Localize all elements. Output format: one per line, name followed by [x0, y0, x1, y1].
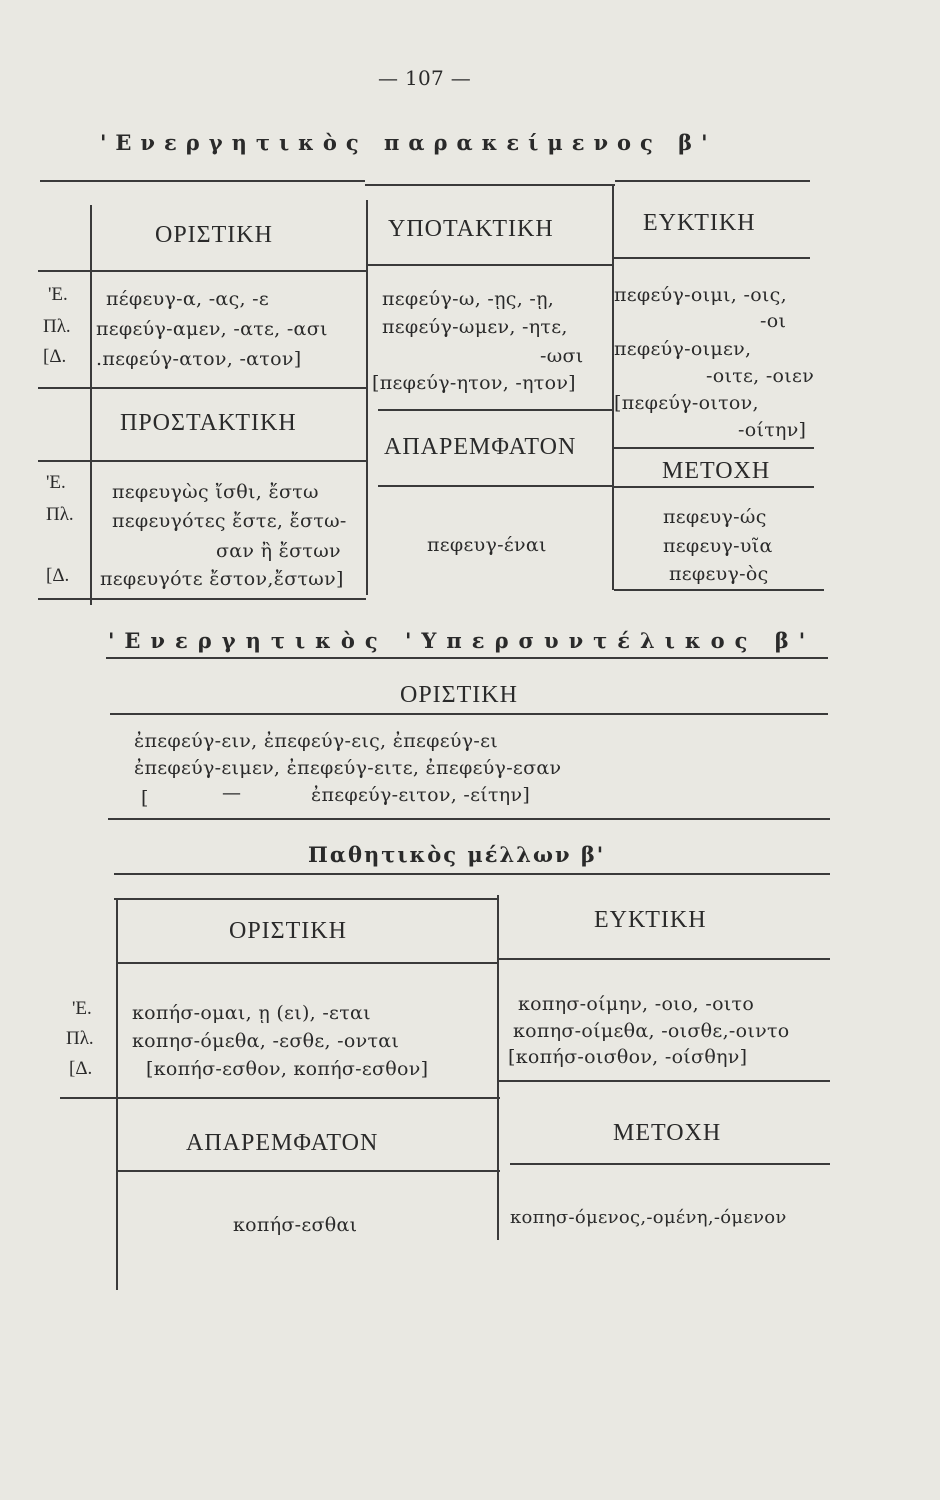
ypotaktiki-header: ΥΠΟΤΑΚΤΙΚΗ [388, 216, 554, 242]
conjugation-line: -οι [760, 310, 787, 332]
aparemfato-header: ΑΠΑΡΕΜΦΑΤΟΝ [186, 1130, 379, 1156]
header-rule [38, 460, 366, 462]
section-rule [499, 1080, 830, 1082]
participle-line: κοπησ-όμενος,-ομένη,-όμενον [510, 1207, 787, 1228]
conjugation-line: [κοπήσ-οισθον, -οίσθην] [508, 1046, 748, 1068]
infinitive-value: πεφευγ-έναι [427, 534, 547, 556]
header-rule [614, 257, 810, 259]
metoxi-header: ΜΕΤΟΧΗ [662, 458, 771, 484]
column-divider [90, 205, 92, 605]
section-title-perfect: 'Ενεργητικὸς παρακείμενος β' [100, 130, 717, 155]
conjugation-line: πεφευγὼς ἴσθι, ἔστω [112, 481, 319, 503]
euktiki-header: ΕΥΚΤΙΚΗ [643, 210, 756, 236]
header-rule [510, 1163, 830, 1165]
infinitive-value: κοπήσ-εσθαι [233, 1214, 358, 1236]
conjugation-line: πέφευγ-α, -ας, -ε [106, 288, 270, 310]
bracket-mark: [ [141, 787, 149, 809]
euktiki-header: ΕΥΚΤΙΚΗ [594, 907, 707, 933]
number-label: 'Ε. [72, 998, 92, 1019]
number-label: [Δ. [69, 1058, 93, 1079]
conjugation-line: [κοπήσ-εσθον, κοπήσ-εσθον] [146, 1058, 429, 1080]
number-label: Πλ. [46, 504, 74, 525]
section-rule [38, 598, 366, 600]
conjugation-line: -ωσι [540, 345, 584, 367]
section-rule [60, 1097, 500, 1099]
number-label: Πλ. [66, 1028, 94, 1049]
conjugation-line: πεφεύγ-αμεν, -ατε, -ασι [96, 318, 328, 340]
conjugation-line: κοπησ-όμεθα, -εσθε, -ονται [132, 1030, 400, 1052]
conjugation-line: ἐπεφεύγ-ειμεν, ἐπεφεύγ-ειτε, ἐπεφεύγ-εσαν [134, 757, 562, 779]
table-top-rule [40, 180, 365, 182]
section-rule [614, 589, 824, 591]
header-rule [118, 1170, 500, 1172]
oristiki-header: ΟΡΙΣΤΙΚΗ [400, 682, 518, 708]
title-rule [114, 873, 830, 875]
header-rule [116, 962, 498, 964]
column-divider [612, 185, 614, 590]
conjugation-line: [πεφεύγ-οιτον, [614, 392, 759, 414]
participle-line: πεφευγ-ὸς [669, 563, 769, 585]
conjugation-line: πεφεύγ-οιμι, -οις, [614, 284, 787, 306]
conjugation-line: πεφεύγ-οιμεν, [614, 338, 752, 360]
section-rule [614, 447, 814, 449]
conjugation-line: σαν ἢ ἔστων [216, 540, 341, 562]
ditto-dash: — [222, 782, 242, 804]
column-divider [366, 200, 368, 595]
header-rule [110, 713, 828, 715]
table-top-rule [365, 184, 615, 186]
conjugation-line: κοπήσ-ομαι, ῃ (ει), -εται [132, 1002, 371, 1024]
conjugation-line: πεφεύγ-ωμεν, -ητε, [382, 316, 568, 338]
conjugation-line: κοπησ-οίμην, -οιο, -οιτο [518, 993, 755, 1015]
number-label: Πλ. [43, 316, 71, 337]
header-rule [368, 264, 612, 266]
participle-line: πεφευγ-υῖα [663, 535, 773, 557]
header-rule [38, 270, 366, 272]
header-rule [499, 958, 830, 960]
conjugation-line: ἐπεφεύγ-ειν, ἐπεφεύγ-εις, ἐπεφεύγ-ει [134, 730, 499, 752]
conjugation-line: [πεφεύγ-ητον, -ητον] [372, 372, 576, 394]
table-top-rule [114, 898, 498, 900]
conjugation-line: πεφεύγ-ω, -ῃς, -ῃ, [382, 288, 555, 310]
section-title-future-passive: Παθητικὸς μέλλων β' [308, 842, 606, 867]
metoxi-header: ΜΕΤΟΧΗ [613, 1120, 722, 1146]
oristiki-header: ΟΡΙΣΤΙΚΗ [229, 918, 347, 944]
prostaktiki-header: ΠΡΟΣΤΑΚΤΙΚΗ [120, 410, 297, 436]
header-rule [378, 485, 612, 487]
header-rule [614, 486, 814, 488]
column-divider [497, 895, 499, 1240]
participle-line: πεφευγ-ώς [663, 506, 767, 528]
page-number: — 107 — [378, 66, 471, 90]
conjugation-line: πεφευγότε ἔστον,ἔστων] [100, 568, 344, 590]
column-divider [116, 900, 118, 1290]
table-top-rule [615, 180, 810, 182]
title-rule [106, 657, 828, 659]
oristiki-header: ΟΡΙΣΤΙΚΗ [155, 222, 273, 248]
number-label: 'Ε. [48, 284, 68, 305]
number-label: [Δ. [46, 565, 70, 586]
section-title-pluperfect: 'Ενεργητικὸς 'Υπερσυντέλικος β' [108, 628, 816, 653]
number-label: [Δ. [43, 346, 67, 367]
section-rule [378, 409, 612, 411]
section-rule [38, 387, 366, 389]
conjugation-line: κοπησ-οίμεθα, -οισθε,-οιντο [513, 1020, 790, 1042]
aparemfato-header: ΑΠΑΡΕΜΦΑΤΟΝ [384, 434, 577, 460]
conjugation-line: -οιτε, -οιεν [706, 365, 815, 387]
number-label: 'Ε. [46, 472, 66, 493]
conjugation-line: .πεφεύγ-ατον, -ατον] [96, 348, 302, 370]
conjugation-line: ἐπεφεύγ-ειτον, -είτην] [311, 784, 531, 806]
section-rule [108, 818, 830, 820]
conjugation-line: -οίτην] [738, 419, 807, 441]
conjugation-line: πεφευγότες ἔστε, ἔστω- [112, 510, 347, 532]
